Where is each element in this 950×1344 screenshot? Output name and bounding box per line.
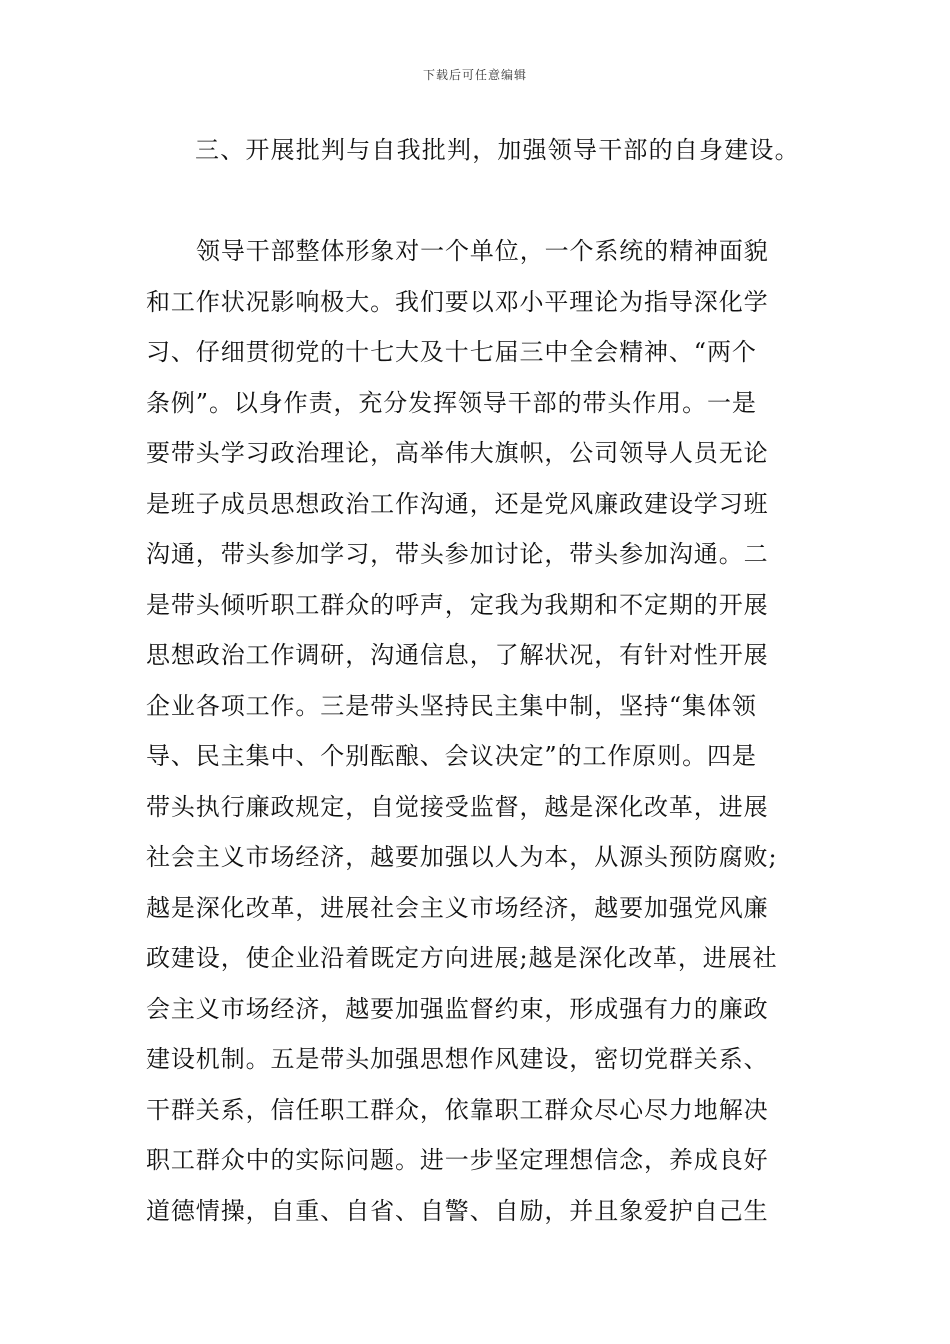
paragraph-line: 政建设，使企业沿着既定方向进展;越是深化改革，进展社: [146, 944, 778, 972]
paragraph-line: 道德情操，自重、自省、自警、自励，并且象爱护自己生: [146, 1196, 769, 1225]
paragraph-line: 带头执行廉政规定，自觉接受监督，越是深化改革，进展: [146, 792, 769, 821]
paragraph-line: 和工作状况影响极大。我们要以邓小平理论为指导深化学: [146, 287, 769, 316]
body-paragraph: [146, 226, 818, 1236]
paragraph-line: 沟通，带头参加学习，带头参加讨论，带头参加沟通。二: [146, 540, 769, 568]
paragraph-line: 是班子成员思想政治工作沟通，还是党风廉政建设学习班: [146, 489, 769, 518]
paragraph-line: 干群关系，信任职工群众，依靠职工群众尽心尽力地解决: [146, 1095, 769, 1124]
paragraph-line: 职工群众中的实际问题。进一步坚定理想信念，养成良好: [146, 1146, 769, 1174]
paragraph-line: 社会主义市场经济，越要加强以人为本，从源头预防腐败;: [146, 843, 778, 871]
paragraph-line: 领导干部整体形象对一个单位，一个系统的精神面貌: [196, 237, 769, 265]
paragraph-line: 企业各项工作。三是带头坚持民主集中制，坚持“集体领: [146, 691, 757, 720]
paragraph-line: 习、仔细贯彻党的十七大及十七届三中全会精神、“两个: [146, 338, 757, 366]
paragraph-line: 越是深化改革，进展社会主义市场经济，越要加强党风廉: [146, 893, 769, 922]
header-note: 下载后可任意编辑: [422, 68, 527, 82]
paragraph-line: 导、民主集中、个别酝酿、会议决定”的工作原则。四是: [146, 742, 757, 770]
paragraph-line: 会主义市场经济，越要加强监督约束，形成强有力的廉政: [146, 994, 769, 1023]
paragraph-line: 条例”。以身作责，充分发挥领导干部的带头作用。一是: [146, 388, 757, 417]
paragraph-line: 思想政治工作调研，沟通信息，了解状况，有针对性开展: [146, 641, 769, 669]
paragraph-line: 是带头倾听职工群众的呼声，定我为我期和不定期的开展: [146, 590, 769, 619]
paragraph-line: 建设机制。五是带头加强思想作风建设，密切党群关系、: [146, 1045, 769, 1073]
section-heading: 三、开展批判与自我批判，加强领导干部的自身建设。: [195, 136, 800, 164]
paragraph-line: 要带头学习政治理论，高举伟大旗帜，公司领导人员无论: [146, 439, 769, 467]
